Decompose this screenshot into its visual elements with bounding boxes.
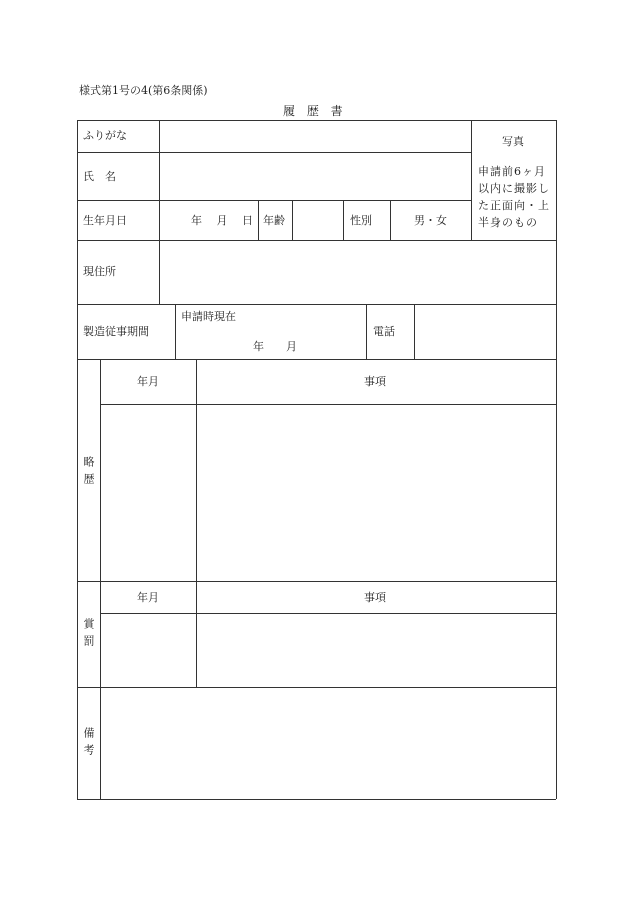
rewards-side-label: 賞罰 [82, 618, 95, 652]
history-col-year-month: 年月 [137, 375, 159, 388]
history-year-month-input[interactable] [101, 405, 195, 580]
rewards-item-input[interactable] [197, 614, 555, 686]
gender-value[interactable]: 男・女 [414, 214, 447, 227]
photo-label: 写真 [502, 135, 524, 148]
photo-note: 申請前6ヶ月以内に撮影した正面向・上半身のもの [478, 165, 550, 229]
birth-date-label: 生年月日 [83, 214, 127, 227]
phone-input[interactable] [415, 305, 555, 358]
furigana-label: ふりがな [83, 129, 127, 142]
name-label: 氏 名 [83, 170, 116, 183]
gender-label: 性別 [350, 214, 372, 227]
rewards-year-month-input[interactable] [101, 614, 195, 686]
page-title: 履 歴 書 [283, 104, 347, 118]
age-label: 年齢 [263, 214, 285, 227]
at-application-label: 申請時現在 [181, 310, 236, 323]
name-input[interactable] [160, 153, 470, 199]
manufacturing-period-label: 製造従事期間 [83, 325, 149, 338]
address-input[interactable] [160, 241, 555, 303]
remarks-input[interactable] [101, 688, 555, 798]
history-item-input[interactable] [197, 405, 555, 580]
furigana-input[interactable] [160, 121, 470, 151]
phone-label: 電話 [373, 325, 395, 338]
birth-date-value[interactable]: 年 月 日 [191, 214, 253, 227]
rewards-col-item: 事項 [364, 591, 386, 604]
remarks-side-label: 備考 [82, 727, 95, 761]
form-number: 様式第1号の4(第6条関係) [79, 84, 208, 97]
history-col-item: 事項 [364, 375, 386, 388]
address-label: 現住所 [83, 265, 116, 278]
age-input[interactable] [293, 201, 342, 239]
rewards-col-year-month: 年月 [137, 591, 159, 604]
period-year-month-value[interactable]: 年 月 [253, 340, 297, 353]
history-side-label: 略歴 [82, 456, 95, 490]
